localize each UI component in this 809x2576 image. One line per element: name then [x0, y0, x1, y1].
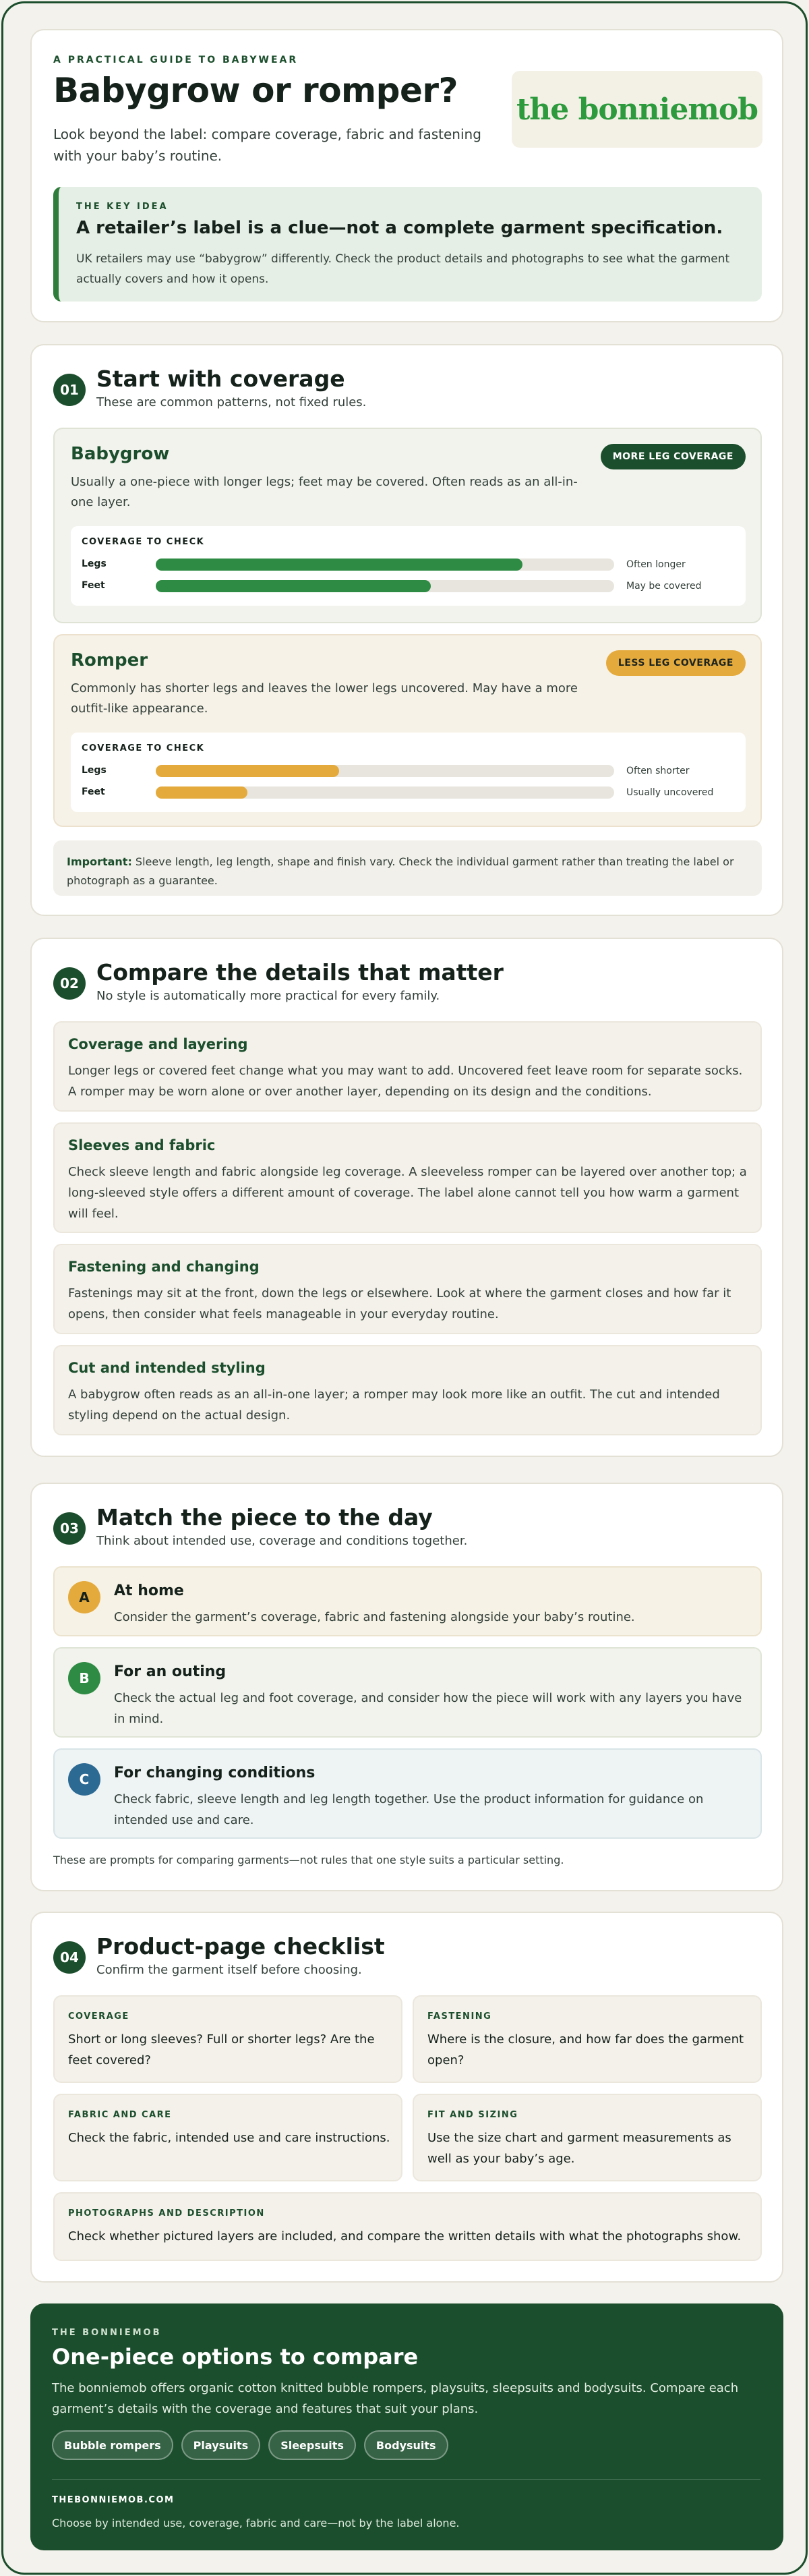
day-title: For an outing	[114, 1663, 227, 1680]
coverage-check-panel	[71, 733, 746, 812]
key-idea-callout	[53, 187, 762, 302]
checklist-section	[30, 1912, 783, 2283]
section-number-badge: 03	[53, 1512, 86, 1545]
style-card-romper	[53, 634, 762, 827]
day-card-outing	[53, 1647, 762, 1738]
important-note-text	[67, 853, 748, 890]
style-name: Romper	[71, 650, 148, 670]
detail-card	[53, 1244, 762, 1334]
style-description: Commonly has shorter legs and leaves the lower legs uncovered. May have a more outfit-like appearance.	[71, 681, 578, 716]
section-title: Start with coverage	[96, 366, 345, 392]
checklist-label: PHOTOGRAPHS AND DESCRIPTION	[68, 2208, 265, 2219]
detail-card	[53, 1021, 762, 1112]
section-subtitle: No style is automatically more practical for every family.	[96, 989, 440, 1003]
footer-title: One-piece options to compare	[52, 2344, 419, 2370]
detail-title: Fastening and changing	[68, 1259, 260, 1275]
page-title: Babygrow or romper?	[53, 71, 458, 110]
coverage-check-panel	[71, 526, 746, 606]
style-name: Babygrow	[71, 444, 170, 464]
checklist-item-fastening	[413, 1995, 762, 2083]
section-title: Match the piece to the day	[96, 1504, 433, 1530]
detail-card	[53, 1345, 762, 1435]
detail-title: Sleeves and fabric	[68, 1137, 216, 1153]
bar-note: Often longer	[626, 559, 686, 570]
important-note-body: Sleeve length, leg length, shape and finish vary. Check the individual garment rather than treating the label or photograph as a guarantee.	[67, 855, 734, 887]
coverage-bar-fill	[156, 786, 247, 799]
important-note-label: Important:	[67, 855, 132, 868]
brand-logo[interactable]	[512, 71, 762, 148]
key-idea-title: A retailer’s label is a clue—not a complete garment specification.	[76, 218, 723, 238]
chip-sleepsuits[interactable]: Sleepsuits	[268, 2430, 356, 2460]
chip-playsuits[interactable]: Playsuits	[181, 2430, 261, 2460]
day-card-at-home	[53, 1566, 762, 1636]
category-chips	[52, 2430, 448, 2460]
detail-text: Longer legs or covered feet change what you may want to add. Uncovered feet leave room for separate socks. A romper may be worn alone or over another layer, depending on its design and the conditions.	[68, 1064, 743, 1099]
checklist-item-photographs	[53, 2192, 762, 2261]
footer-eyebrow: THE BONNIEMOB	[52, 2328, 162, 2338]
day-text: Check fabric, sleeve length and leg length together. Use the product information for guidance on intended use and care.	[114, 1792, 704, 1827]
detail-card	[53, 1122, 762, 1233]
checklist-label: FABRIC AND CARE	[68, 2110, 172, 2120]
day-footnote: These are prompts for comparing garments—not rules that one style suits a particular setting.	[53, 1854, 564, 1866]
day-title: For changing conditions	[114, 1765, 316, 1781]
detail-text: Fastenings may sit at the front, down the legs or elsewhere. Look at where the garment closes and how far it opens, then consider what feels manageable in your everyday routine.	[68, 1286, 731, 1321]
chip-bubble-rompers[interactable]: Bubble rompers	[52, 2430, 173, 2460]
bar-label: Legs	[82, 559, 107, 569]
important-note	[53, 840, 762, 896]
footer-site-link[interactable]: THEBONNIEMOB.COM	[52, 2495, 175, 2505]
checklist-label: FIT AND SIZING	[427, 2110, 518, 2120]
bar-label: Feet	[82, 786, 105, 797]
checklist-label: COVERAGE	[68, 2011, 129, 2022]
checklist-text: Check the fabric, intended use and care instructions.	[68, 2131, 390, 2145]
hero-eyebrow: A PRACTICAL GUIDE TO BABYWEAR	[53, 55, 299, 65]
key-idea-text: UK retailers may use “babygrow” differently. Check the product details and photographs to see what the garment actually covers and how it opens.	[76, 252, 730, 286]
checklist-text: Use the size chart and garment measurements as well as your baby’s age.	[427, 2131, 731, 2166]
checklist-label: FASTENING	[427, 2011, 492, 2022]
key-idea-eyebrow: THE KEY IDEA	[76, 202, 169, 212]
day-card-changing-conditions	[53, 1748, 762, 1839]
section-title: Compare the details that matter	[96, 959, 504, 985]
detail-text: Check sleeve length and fabric alongside leg coverage. A sleeveless romper can be layered over another top; a long-sleeved style offers a different amount of coverage. The label alone cannot tell you how warm a garment will feel.	[68, 1165, 747, 1221]
section-number-badge: 02	[53, 967, 86, 1000]
bar-label: Feet	[82, 580, 105, 591]
details-section	[30, 938, 783, 1457]
detail-title: Coverage and layering	[68, 1036, 248, 1052]
footer-text: The bonniemob offers organic cotton knitted bubble rompers, playsuits, sleepsuits and bodysuits. Compare each garment’s details with the coverage and features that suit your plans.	[52, 2381, 739, 2416]
chip-bodysuits[interactable]: Bodysuits	[364, 2430, 448, 2460]
checklist-item-coverage	[53, 1995, 402, 2083]
letter-badge: C	[68, 1763, 100, 1796]
footer-tagline: Choose by intended use, coverage, fabric and care—not by the label alone.	[52, 2517, 460, 2529]
detail-text: A babygrow often reads as an all-in-one layer; a romper may look more like an outfit. The cut and intended styling depend on the actual design.	[68, 1387, 720, 1423]
bar-note: Usually uncovered	[626, 787, 714, 798]
coverage-badge: MORE LEG COVERAGE	[601, 444, 746, 469]
day-section	[30, 1483, 783, 1891]
coverage-bar-track	[156, 559, 614, 571]
bar-note: Often shorter	[626, 766, 690, 776]
page-frame	[1, 1, 808, 2575]
brand-footer	[30, 2303, 783, 2550]
coverage-badge: LESS LEG COVERAGE	[606, 650, 746, 676]
day-text: Check the actual leg and foot coverage, and consider how the piece will work with any layers you have in mind.	[114, 1691, 742, 1726]
checklist-text: Where is the closure, and how far does the garment open?	[427, 2032, 744, 2067]
coverage-bar-track	[156, 786, 614, 799]
section-number-badge: 01	[53, 374, 86, 406]
coverage-bar-fill	[156, 580, 431, 592]
coverage-bar-fill	[156, 765, 339, 777]
checklist-item-fabric-and-care	[53, 2094, 402, 2181]
section-number-badge: 04	[53, 1941, 86, 1974]
style-card-babygrow	[53, 428, 762, 623]
checklist-item-fit-and-sizing	[413, 2094, 762, 2181]
letter-badge: B	[68, 1662, 100, 1694]
section-title: Product-page checklist	[96, 1933, 385, 1959]
section-subtitle: Think about intended use, coverage and conditions together.	[96, 1534, 468, 1548]
coverage-bar-track	[156, 765, 614, 777]
coverage-check-title: COVERAGE TO CHECK	[82, 537, 205, 547]
hero-card	[30, 29, 783, 322]
bar-note: May be covered	[626, 581, 702, 592]
footer-divider	[52, 2479, 760, 2480]
hero-subtitle: Look beyond the label: compare coverage, fabric and fastening with your baby’s routine.	[53, 126, 481, 164]
coverage-check-title: COVERAGE TO CHECK	[82, 743, 205, 753]
day-text: Consider the garment’s coverage, fabric and fastening alongside your baby’s routine.	[114, 1610, 635, 1624]
checklist-text: Check whether pictured layers are included, and compare the written details with what the photographs show.	[68, 2229, 742, 2243]
letter-badge: A	[68, 1581, 100, 1613]
brand-logo-text: the bonniemob	[516, 92, 758, 127]
style-description: Usually a one-piece with longer legs; feet may be covered. Often reads as an all-in-one layer.	[71, 475, 578, 509]
section-subtitle: These are common patterns, not fixed rules.	[96, 395, 367, 409]
bar-label: Legs	[82, 765, 107, 776]
detail-title: Cut and intended styling	[68, 1360, 266, 1376]
coverage-section	[30, 344, 783, 916]
checklist-text: Short or long sleeves? Full or shorter legs? Are the feet covered?	[68, 2032, 375, 2067]
day-title: At home	[114, 1582, 184, 1599]
section-subtitle: Confirm the garment itself before choosing.	[96, 1963, 362, 1977]
coverage-bar-track	[156, 580, 614, 592]
coverage-bar-fill	[156, 559, 522, 571]
